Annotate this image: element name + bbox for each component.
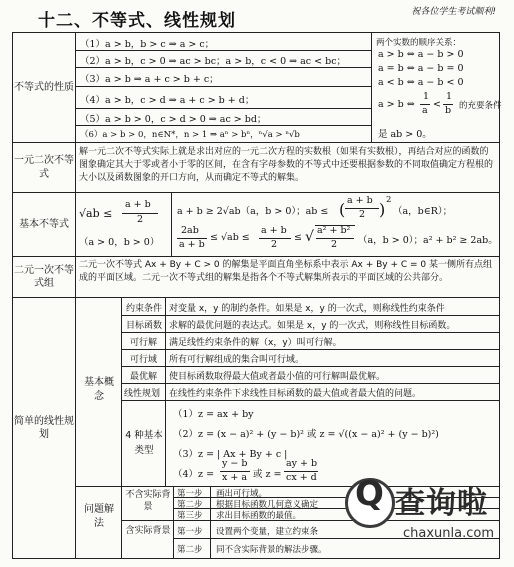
step-label: 第一步 bbox=[177, 527, 203, 537]
twovar-label: 二元一次不等式组 bbox=[13, 257, 76, 297]
property-item: （5）a > b > 0，c > d > 0 ⇒ ac > bd； bbox=[80, 114, 267, 125]
basic-left-main: √ab ≤ bbox=[79, 207, 113, 220]
step-text: 求出目标函数的最值。 bbox=[216, 511, 302, 521]
concept-term: 目标函数 bbox=[126, 321, 163, 331]
type-item: （3）z = | Ax + By + c | bbox=[173, 449, 288, 460]
twovar-section bbox=[12, 256, 500, 298]
basic-r2-mid2: ≤ bbox=[294, 232, 302, 243]
step-label: 第二步 bbox=[177, 545, 203, 555]
basic-r2-den3: 2 bbox=[331, 239, 338, 250]
basic-r1-tail: （a，b∈R）； bbox=[393, 206, 453, 217]
basic-r2-num2: a + b bbox=[261, 225, 287, 236]
quadratic-section bbox=[12, 142, 500, 193]
lp-label: 简单的线性规划 bbox=[13, 298, 76, 558]
basic-section: 基本不等式 √ab ≤ a + b 2 （a > 0，b > 0） a + b ≥ 2√ab（a，b > 0）；ab ≤ ( a + b 2 ) 2 （a，b∈R）； 2ab a + b ≤ √ab ≤ a + b 2 ≤ √ a² + b² 2 （a，b > 0）；a² + b² ≥ 2ab。 bbox=[12, 192, 500, 257]
properties-section: 不等式的性质 （1）a > b，b > c ⇒ a > c； （2）a > b，c > 0 ⇒ ac > bc；a > b，c < 0 ⇒ ac < bc； （3）a > b ⇒ a + c > b + c； （4）a > b，c > d ⇒ a + c > b + d； （5）a > b > 0，c > d > 0 ⇒ ac > bd； （6）a > b > 0，n∈N*，n > 1 ⇒ aⁿ > bⁿ，ⁿ√a > ⁿ√b 两个实数的顺序关系： a > b ⇔ a − b > 0 a = b ⇔ a − b = 0 a < b ⇔ a − b < 0 a > b ⇔ 1 a < 1 b 的充要条件 是 ab > 0。 bbox=[12, 32, 500, 143]
concept-def: 在线性约束条件下求线性目标函数的最大值或者最大值的问题。 bbox=[169, 389, 422, 399]
type4-mid: 或 z = bbox=[253, 469, 282, 480]
concept-term: 最优解 bbox=[130, 372, 158, 382]
concept-def: 求解的最优问题的表达式。如果是 x，y 的一次式，则称线性目标函数。 bbox=[169, 321, 456, 331]
step-label: 第二步 bbox=[177, 500, 203, 510]
concept-def: 使目标函数取得最大值或者最小值的可行解叫最优解。 bbox=[169, 372, 386, 382]
property-item: （1）a > b，b > c ⇒ a > c； bbox=[80, 39, 215, 50]
basic-label: 基本不等式 bbox=[13, 193, 76, 256]
compare-line: a = b ⇔ a − b = 0 bbox=[378, 63, 464, 74]
logo-text: 查询啦 bbox=[395, 486, 488, 521]
basic-r2-den1: a + b bbox=[179, 239, 205, 250]
page-title: 十二、不等式、线性规划 bbox=[38, 11, 236, 31]
type4-den1: x + a bbox=[222, 472, 248, 483]
basic-r2-den2: 2 bbox=[271, 239, 278, 250]
basic-r1: a + b ≥ 2√ab（a，b > 0）；ab ≤ bbox=[177, 206, 329, 217]
reciprocal-condition: 的充要条件 bbox=[459, 101, 502, 111]
basic-r2-num1: 2ab bbox=[181, 225, 199, 236]
concept-term: 可行域 bbox=[130, 355, 158, 365]
property-item: （4）a > b，c > d ⇒ a + c > b + d； bbox=[80, 95, 255, 106]
type-item: （1）z = ax + by bbox=[173, 409, 254, 420]
watermark-logo bbox=[345, 470, 514, 560]
step-text: 画出可行域。 bbox=[216, 489, 268, 499]
compare-title: 两个实数的顺序关系： bbox=[376, 38, 462, 48]
property-item: （6）a > b > 0，n∈N*，n > 1 ⇒ aⁿ > bⁿ，ⁿ√a > ⁿ√b bbox=[80, 130, 300, 140]
reciprocal-lhs: a > b ⇔ bbox=[378, 99, 415, 110]
twovar-text: 二元一次不等式 Ax + By + C > 0 的解集是平面直角坐标系中表示 Ax + By + C = 0 某一侧所有点组成的平面区域。二元一次不等式组的解集是指各个不等式解集所表示的平面区域的公共部分。 bbox=[79, 260, 493, 283]
concept-def: 满足线性约束条件的解（x，y）叫可行解。 bbox=[169, 338, 342, 348]
basic-left-num: a + b bbox=[125, 199, 151, 210]
property-item: （3）a > b ⇒ a + c > b + c； bbox=[80, 74, 219, 85]
concept-term: 线性规划 bbox=[124, 389, 161, 399]
basic-r2-num3: a² + b² bbox=[317, 225, 351, 236]
concept-def: 对变量 x，y 的制约条件。如果是 x，y 的一次式，则称线性约束条件 bbox=[169, 304, 445, 314]
reciprocal-tail: 是 ab > 0。 bbox=[378, 129, 432, 140]
step-label: 第一步 bbox=[177, 489, 203, 499]
logo-letter: Q bbox=[355, 474, 384, 514]
type4-num2: ay + b bbox=[286, 458, 318, 469]
recip-den-b: b bbox=[445, 105, 452, 116]
wish-note: 祝各位学生考试顺利! bbox=[411, 7, 496, 17]
quadratic-text: 解一元二次不等式实际上就是求出对应的一元二次方程的实数根（如果有实数根），再结合对应的函数的图象确定其大于零或者小于零的区间，在含有字母参数的不等式中还要根据参数的不同取值确定方程根的大小以及函数图象的开口方向，从而确定不等式的解集。 bbox=[79, 147, 494, 183]
concept-term: 约束条件 bbox=[126, 304, 163, 314]
type4-den2: cx + d bbox=[286, 472, 317, 483]
step-label: 第三步 bbox=[177, 511, 203, 521]
type-item: （4）z = bbox=[173, 469, 215, 480]
step-text: 根据目标函数几何意义确定 bbox=[216, 500, 319, 510]
concept-label: 基本概念 bbox=[84, 377, 114, 402]
basic-r1-exp: 2 bbox=[386, 195, 392, 205]
basic-r1-den: 2 bbox=[359, 209, 366, 220]
page-header bbox=[0, 0, 514, 32]
step-text: 设置两个变量，建立约束条 bbox=[216, 527, 319, 537]
no-background-label: 含实际背景 bbox=[125, 526, 171, 536]
compare-line: a < b ⇔ a − b < 0 bbox=[378, 77, 464, 88]
recip-num-a: 1 bbox=[423, 91, 430, 102]
property-item: （2）a > b，c > 0 ⇒ ac > bc；a > b，c < 0 ⇒ ac < bc； bbox=[80, 56, 347, 67]
types-label: 4 种基本类型 bbox=[125, 430, 163, 457]
concept-term: 可行解 bbox=[130, 338, 158, 348]
properties-label: 不等式的性质 bbox=[13, 33, 76, 142]
basic-r2-tail: （a，b > 0）；a² + b² ≥ 2ab。 bbox=[358, 235, 498, 246]
step-text: 同不含实际背景的解法步骤。 bbox=[216, 545, 327, 555]
basic-left-den: 2 bbox=[137, 214, 144, 225]
concept-def: 所有可行解组成的集合叫可行域。 bbox=[169, 355, 305, 365]
method-label: 问题解法 bbox=[84, 504, 114, 529]
basic-r2-mid1: ≤ √ab ≤ bbox=[210, 232, 250, 243]
recip-num-b: 1 bbox=[446, 91, 453, 102]
type4-num1: y − b bbox=[222, 458, 248, 469]
quadratic-label: 一元二次不等式 bbox=[13, 143, 76, 192]
compare-line: a > b ⇔ a − b > 0 bbox=[378, 49, 464, 60]
basic-left-cond: （a > 0，b > 0） bbox=[79, 237, 160, 248]
basic-r1-num: a + b bbox=[347, 195, 373, 206]
logo-domain: chaxunla.com bbox=[403, 526, 494, 541]
type-item: （2）z = (x − a)² + (y − b)² 或 z = √((x − a)² + (y − b)²) bbox=[173, 429, 439, 440]
with-background-label: 不含实际背景 bbox=[125, 490, 171, 513]
recip-den-a: a bbox=[422, 105, 428, 116]
